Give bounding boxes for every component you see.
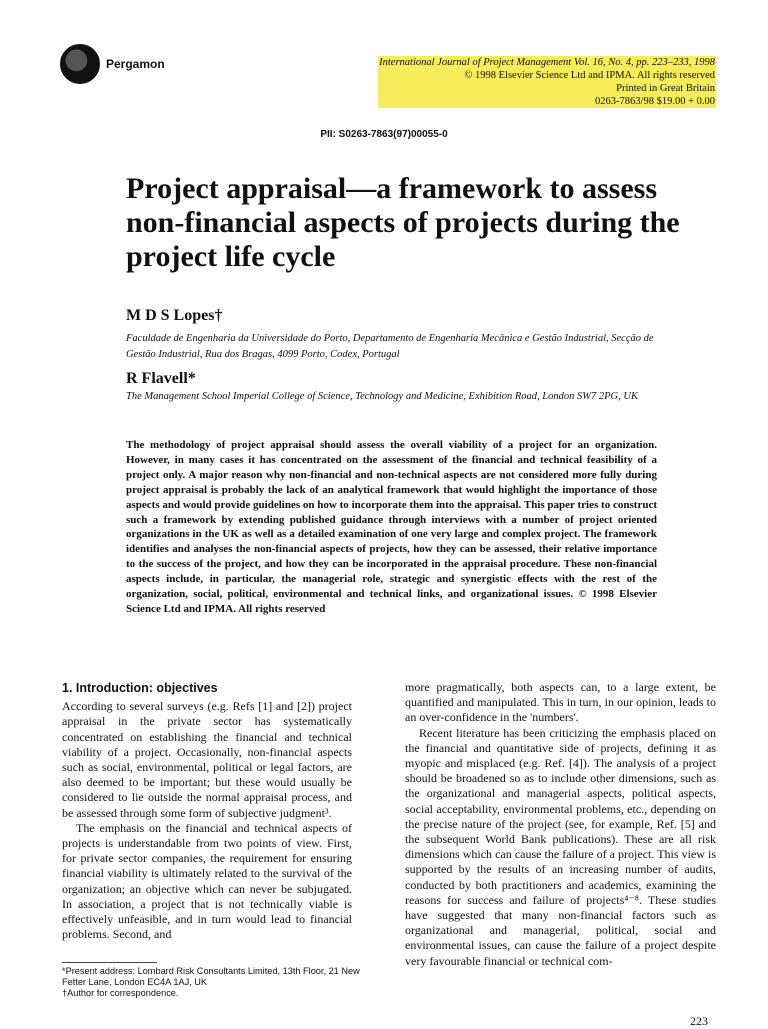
footnote-present-address: *Present address: Lombard Risk Consultants Limited, 13th Floor, 21 New Fetter Lane, London EC4A 1AJ, UK — [62, 966, 360, 987]
pergamon-logo-icon — [60, 44, 100, 84]
author-name-1: M D S Lopes† — [126, 307, 223, 324]
author-affiliation-2: The Management School Imperial College of Science, Technology and Medicine, Exhibition Road, London SW7 2PG, UK — [126, 391, 638, 402]
publisher-logo-block — [60, 44, 165, 84]
abstract: The methodology of project appraisal should assess the overall viability of a project for an organization. However, in many cases it has concentrated on the assessment of the financial and technical feasibility of a project only. A major reason why non-financial and non-technical aspects are not considered more fully during project appraisal is probably the lack of an analytical framework that would highlight the importance of those aspects and would provide guidelines on how to incorporate them into the appraisal. This paper tries to construct such a framework by extending published guidance through interviews with a number of project oriented organizations in the UK as well as a detailed examination of one very large and complex project. The framework identifies and analyses the non-financial aspects of projects, how they can be assessed, their relative importance to the success of the project, and how they can be incorporated in the appraisal procedure. These non-financial aspects include, in particular, the managerial role, strategic and synergistic effects with the rest of the organization, social, political, environmental and technical links, and organizational issues. © 1998 Elsevier Science Ltd and IPMA. All rights reserved — [126, 439, 657, 615]
author-affiliation-1: Faculdade de Engenharia da Universidade do Porto, Departamento de Engenharia Mecânica e Gestão Industrial, Secção de Gestão Industrial, Rua dos Bragas, 4099 Porto, Codex, Portugal — [126, 333, 654, 360]
publisher-name: Pergamon — [106, 57, 165, 71]
citation-copyright-line: © 1998 Elsevier Science Ltd and IPMA. All rights reserved — [378, 69, 716, 82]
page-number: 223 — [690, 1014, 708, 1028]
paragraph: more pragmatically, both aspects can, to a large extent, be quantified and manipulated. This in turn, in our opinion, leads to an over-confidence in the 'numbers'. — [405, 680, 716, 725]
citation-journal-line: International Journal of Project Management Vol. 16, No. 4, pp. 223–233, 1998 — [379, 57, 715, 68]
right-column — [405, 680, 716, 969]
footnotes — [62, 966, 362, 999]
left-column — [62, 681, 352, 942]
pii-identifier: PII: S0263-7863(97)00055-0 — [320, 129, 448, 140]
author-name-2: R Flavell* — [126, 370, 196, 387]
footnote-correspondence: †Author for correspondence. — [62, 988, 179, 998]
section-heading: 1. Introduction: objectives — [62, 681, 218, 695]
footnote-divider — [62, 962, 157, 963]
journal-citation — [378, 56, 716, 108]
paper-title: Project appraisal—a framework to assess non-financial aspects of projects during the project life cycle — [126, 172, 680, 273]
paragraph: According to several surveys (e.g. Refs [1] and [2]) project appraisal in the private sector has systematically concentrated on establishing the financial and technical viability of a project. Occasionally, non-financial aspects such as social, environmental, political or legal factors, are also deemed to be important; but these would usually be considered to lie outside the normal appraisal process, and be assessed through some form of subjective judgment³. — [62, 699, 352, 820]
paragraph: The emphasis on the financial and technical aspects of projects is understandable from two points of view. First, for private sector companies, the requirement for ensuring financial viability is ultimately related to the survival of the organization; an objective which can never be subjugated. In association, a project that is not technically viable is effectively unfeasible, and in turn would lead to financial problems. Second, and — [62, 820, 352, 942]
paragraph: Recent literature has been criticizing the emphasis placed on the financial and quantitative side of projects, defining it as myopic and misplaced (e.g. Ref. [4]). The analysis of a project should be broadened so as to include other dimensions, such as the organizational and managerial aspects, political aspects, social acceptability, environmental problems, etc., depending on the precise nature of the project (see, for example, Ref. [5] and the subsequent World Bank publications). These are all risk dimensions which can cause the failure of a project. This view is supported by the results of an increasing number of audits, conducted by both practitioners and academics, examining the reasons for success and failure of projects⁴⁻⁸. These studies have suggested that many non-financial factors such as organizational and managerial, political, social and environmental issues, can cause the failure of a project despite very favourable financial or technical com- — [405, 725, 716, 968]
citation-printed-line: Printed in Great Britain — [378, 82, 716, 95]
citation-price-line: 0263-7863/98 $19.00 + 0.00 — [378, 95, 716, 108]
